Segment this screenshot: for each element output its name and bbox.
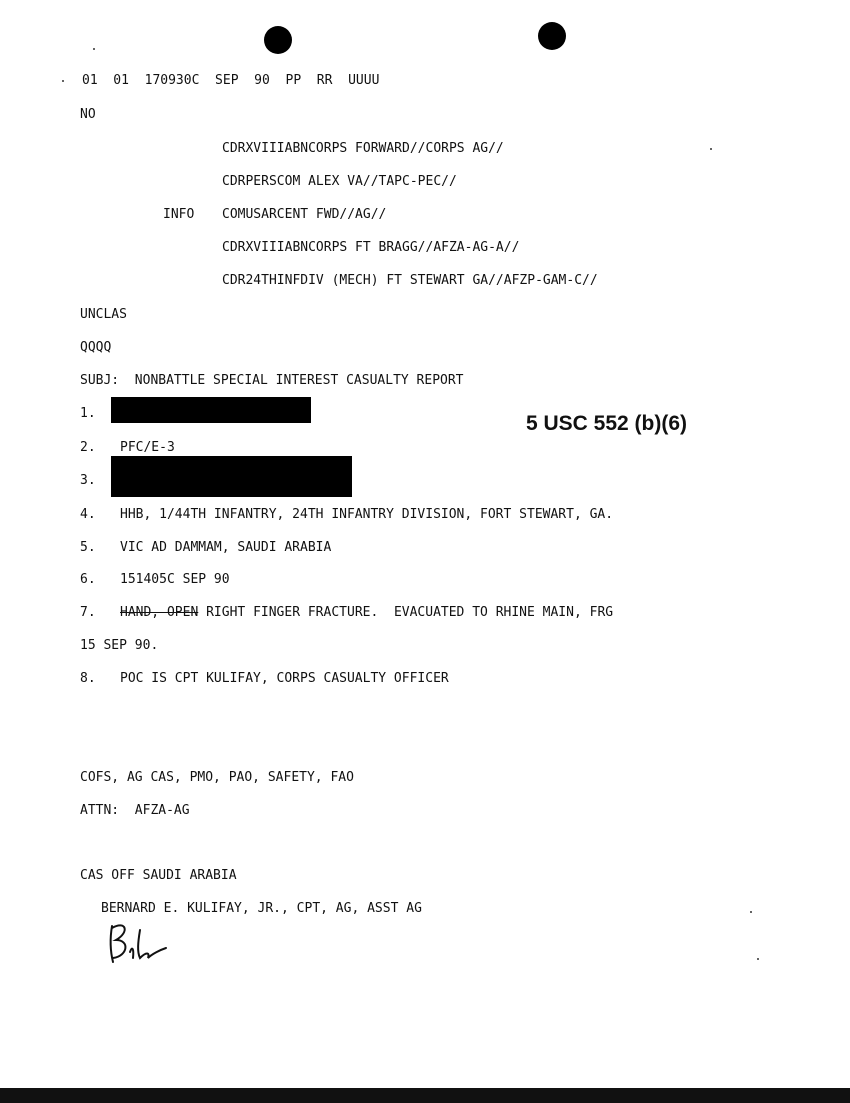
addressee-info-3: CDR24THINFDIV (MECH) FT STEWART GA//AFZP-GAM-C//: [222, 273, 598, 288]
item-4-number: 4.: [80, 507, 96, 522]
signature-icon: [104, 918, 174, 972]
addressee-to-1: CDRXVIIIABNCORPS FORWARD//CORPS AG//: [222, 141, 504, 156]
redaction-box-item-1: [111, 397, 311, 423]
item-6-number: 6.: [80, 572, 96, 587]
item-7-number: 7.: [80, 605, 96, 620]
item-2-number: 2.: [80, 440, 96, 455]
scan-speck: [757, 958, 759, 960]
punch-hole-right: [538, 22, 566, 50]
subject-line: SUBJ: NONBATTLE SPECIAL INTEREST CASUALTY REPORT: [80, 373, 464, 388]
item-7-text: [120, 605, 613, 621]
routing-line: 01 01 170930C SEP 90 PP RR UUUU: [82, 73, 380, 88]
redaction-box-item-3: [111, 456, 352, 497]
item-4-text: HHB, 1/44TH INFANTRY, 24TH INFANTRY DIVISION, FORT STEWART, GA.: [120, 507, 614, 522]
item-2-text: PFC/E-3: [120, 440, 175, 455]
qqqq-marker: QQQQ: [80, 340, 112, 355]
item-3-number: 3.: [80, 473, 96, 488]
item-5-text: VIC AD DAMMAM, SAUDI ARABIA: [120, 540, 332, 555]
sender-office: CAS OFF SAUDI ARABIA: [80, 868, 237, 883]
info-label: INFO: [163, 207, 195, 222]
scan-speck: [62, 80, 64, 82]
item-8-number: 8.: [80, 671, 96, 686]
punch-hole-left: [264, 26, 292, 54]
attention-line: ATTN: AFZA-AG: [80, 803, 190, 818]
addressee-info-1: COMUSARCENT FWD//AG//: [222, 207, 387, 222]
addressee-to-2: CDRPERSCOM ALEX VA//TAPC-PEC//: [222, 174, 457, 189]
item-7-body: RIGHT FINGER FRACTURE. EVACUATED TO RHINE MAIN, FRG: [198, 605, 614, 620]
signature-block: BERNARD E. KULIFAY, JR., CPT, AG, ASST AG: [101, 901, 422, 916]
scan-bottom-edge: [0, 1088, 850, 1103]
addressee-info-2: CDRXVIIIABNCORPS FT BRAGG//AFZA-AG-A//: [222, 240, 520, 255]
item-7-continuation: 15 SEP 90.: [80, 638, 159, 653]
scan-speck: [93, 48, 95, 50]
scan-speck: [710, 148, 712, 150]
classification: UNCLAS: [80, 307, 127, 322]
item-7-struck-text: HAND, OPEN: [120, 605, 199, 620]
item-8-text: POC IS CPT KULIFAY, CORPS CASUALTY OFFICER: [120, 671, 449, 686]
message-prefix: NO: [80, 107, 96, 122]
item-6-text: 151405C SEP 90: [120, 572, 230, 587]
foia-exemption-stamp: 5 USC 552 (b)(6): [526, 412, 688, 435]
item-1-number: 1.: [80, 406, 96, 421]
distribution-list: COFS, AG CAS, PMO, PAO, SAFETY, FAO: [80, 770, 354, 785]
scan-speck: [750, 911, 752, 913]
item-5-number: 5.: [80, 540, 96, 555]
